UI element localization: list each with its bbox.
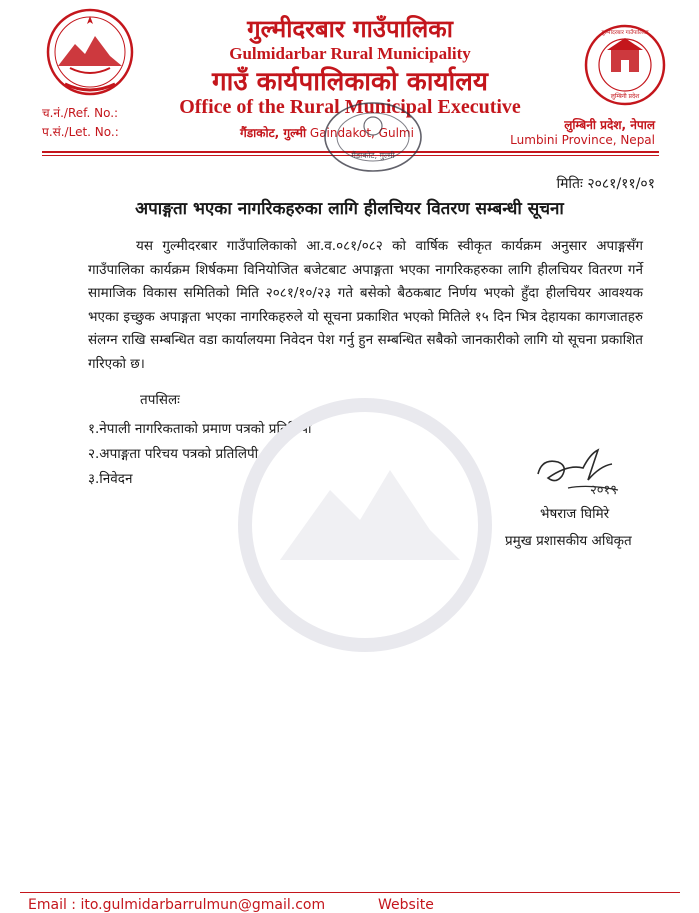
signer-name: भेषराज घिमिरे	[540, 506, 610, 522]
ref-no-label: च.नं./Ref. No.:	[42, 106, 119, 120]
municipality-logo-icon	[583, 20, 667, 110]
letter-no-label: प.सं./Let. No.:	[42, 125, 119, 139]
municipality-name-devanagari: गुल्मीदरबार गाउँपालिका	[247, 15, 453, 43]
list-item: ३.निवेदन	[88, 471, 133, 487]
office-name-english: Office of the Rural Municipal Executive	[179, 96, 521, 118]
notice-body: यस गुल्मीदरबार गाउँपालिकाको आ.व.०८१/०८२ को वार्षिक स्वीकृत कार्यक्रम अनुसार अपाङ्गसँग गाउँपालिका कार्यक्रम शिर्षकमा विनियोजित बजेटबाट अपाङ्गता भएका नागरिकहरुका लागि हीलचियर वितरण गर्ने सामाजिक विकास समितिको मिति २०८१/१०/२३ गते बसेको बैठकबाट निर्णय भएको हुँदा हीलचियर आवश्यक भएका इच्छुक अपाङ्गता भएका नागरिकहरुले यो सूचना प्रकाशित भएको मितिले १५ दिन भित्र देहायका कागजातहरु संलग्न राखि सम्बन्धित वडा कार्यालयमा निवेदन पेश गर्नु हुन सम्बन्धित सबैको जानकारीको लागि यो सूचना प्रकाशित गरिएको छ।	[88, 238, 643, 372]
stamp-text: गैंडाकोट, गुल्मी	[351, 151, 395, 160]
notice-title: अपाङ्गता भएका नागरिकहरुका लागि हीलचियर वितरण सम्बन्धी सूचना	[135, 199, 564, 219]
nepal-emblem-icon	[40, 6, 140, 98]
address-english: Gaindakot, Gulmi	[309, 126, 414, 140]
municipality-name-english: Gulmidarbar Rural Municipality	[229, 44, 471, 63]
signature-text: २०१९	[590, 483, 618, 498]
signature-mark	[528, 444, 628, 500]
details-label: तपसिलः	[140, 392, 180, 408]
notice-date: मितिः २०८१/११/०१	[556, 176, 655, 192]
footer-divider	[20, 892, 680, 893]
logo-right-sub: लुम्बिनी प्रदेश	[610, 93, 640, 100]
office-name-devanagari: गाउँ कार्यपालिकाको कार्यालय	[212, 67, 488, 97]
list-item: १.नेपाली नागरिकताको प्रमाण पत्रको प्रतिलिपी	[88, 421, 312, 437]
province-english: Lumbini Province, Nepal	[510, 133, 655, 147]
address-devanagari: गैंडाकोट, गुल्मी	[240, 126, 307, 140]
list-item: २.अपाङ्गता परिचय पत्रको प्रतिलिपी	[88, 446, 259, 462]
office-stamp-icon	[318, 96, 428, 178]
logo-right-text: गुल्मीदरबार गाउँपालिका	[601, 30, 649, 36]
province-devanagari: लुम्बिनी प्रदेश, नेपाल	[564, 118, 655, 132]
footer-website: Website	[378, 897, 434, 913]
watermark-emblem-icon	[200, 380, 530, 670]
footer-email: Email : ito.gulmidarbarrulmun@gmail.com	[28, 897, 326, 913]
signer-title: प्रमुख प्रशासकीय अधिकृत	[505, 533, 632, 549]
